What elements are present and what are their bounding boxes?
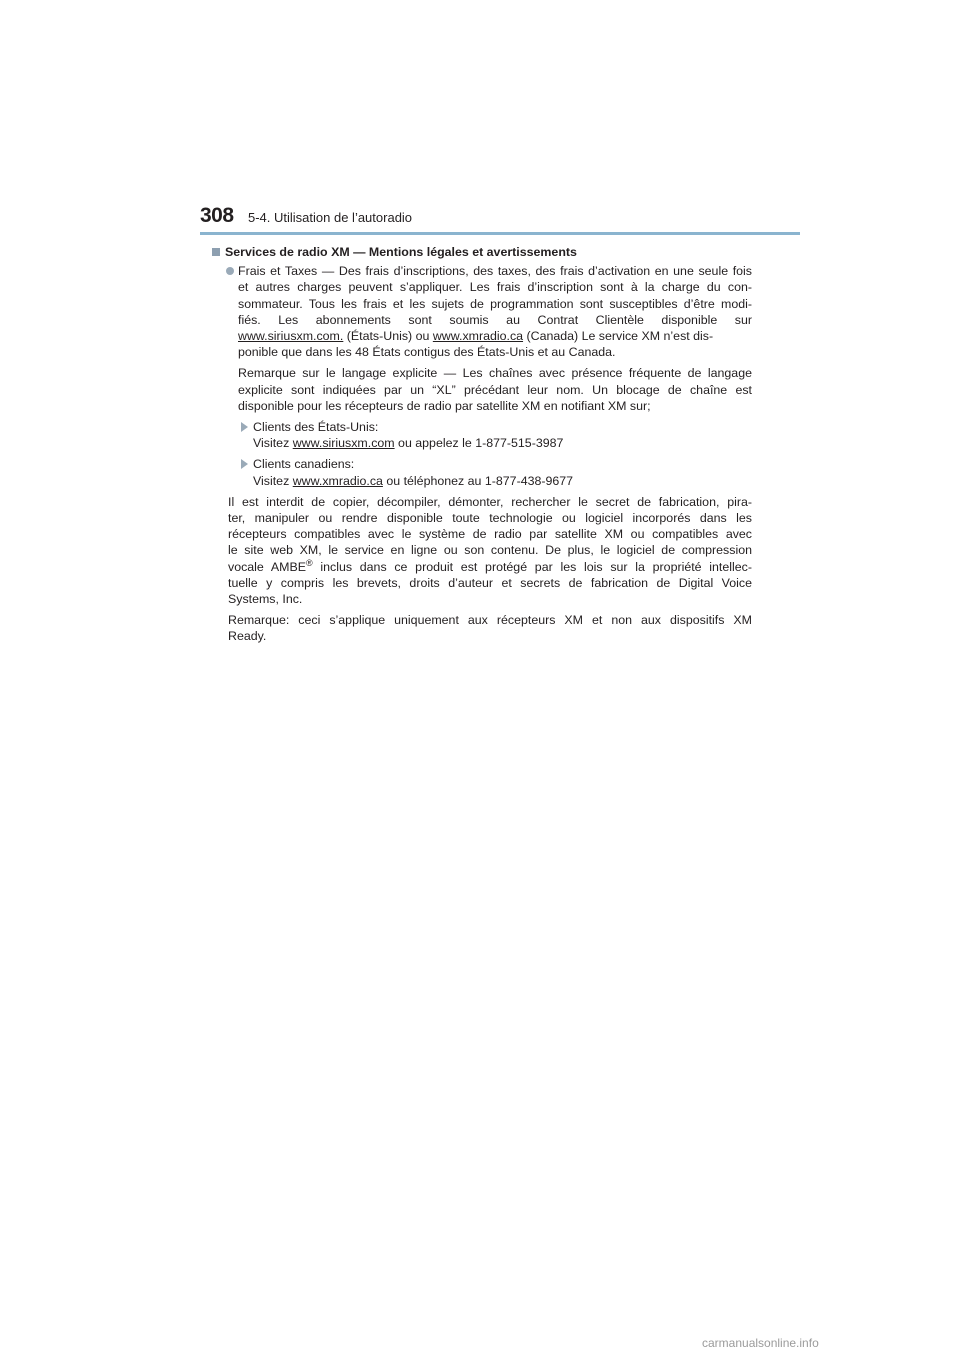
header-rule	[200, 232, 800, 235]
us-phone-text: ou appelez le 1-877-515-3987	[394, 436, 564, 451]
siriusxm-link[interactable]: www.siriusxm.com.	[238, 329, 344, 344]
fees-line: fiés. Les abonnements sont soumis au Contrat Clientèle disponible sur	[238, 312, 752, 327]
triangle-bullet-icon	[241, 422, 248, 432]
visit-text: Visitez	[253, 436, 293, 451]
fees-line: Frais et Taxes — Des frais d’inscriptions, des taxes, des frais d’activation en une seule fois	[238, 264, 752, 279]
legal-line: ter, manipuler ou rendre disponible toute technologie ou logiciel incorporés dans les	[228, 511, 752, 526]
fees-bullet	[226, 263, 752, 414]
legal-line-ambe	[228, 559, 752, 575]
final-remark	[228, 612, 752, 644]
legal-line: récepteurs compatibles avec le système de radio par satellite XM ou compatibles avec	[228, 527, 752, 542]
legal-line: Systems, Inc.	[228, 592, 303, 607]
fees-links-line	[238, 328, 752, 344]
ca-clients-visit	[253, 473, 752, 489]
watermark-text: carmanualsonline.info	[702, 1336, 819, 1350]
canada-text: (Canada) Le service XM n’est dis-	[523, 329, 714, 344]
us-clients-visit	[253, 435, 752, 451]
registered-mark: ®	[305, 557, 313, 568]
main-content	[212, 244, 752, 645]
final-line: Ready.	[228, 629, 267, 644]
siriusxm-com-link[interactable]: www.siriusxm.com	[292, 436, 395, 451]
usa-text: (États-Unis) ou	[343, 329, 433, 344]
final-line: Remarque: ceci s’applique uniquement aux récepteurs XM et non aux dispositifs XM	[228, 613, 752, 628]
explicit-remark	[238, 365, 752, 414]
legal-line: le site web XM, le service en ligne ou son contenu. De plus, le logiciel de compression	[228, 543, 752, 558]
heading-text: Services de radio XM — Mentions légales et avertissements	[225, 245, 577, 259]
ca-clients-item	[241, 456, 752, 488]
ca-phone-text: ou téléphonez au 1-877-438-9677	[382, 473, 574, 488]
page-number: 308	[200, 204, 234, 227]
fees-line: et autres charges peuvent s’appliquer. Les frais d’inscription sont à la charge du con-	[238, 280, 752, 295]
triangle-bullet-icon	[241, 459, 248, 469]
legal-line: tuelle y compris les brevets, droits d’auteur et secrets de fabrication de Digital Voice	[228, 575, 752, 590]
us-clients-title: Clients des États-Unis:	[253, 420, 379, 435]
remark-line: explicite sont indiquées par un “XL” précédant leur nom. Un blocage de chaîne est	[238, 382, 752, 397]
fees-line: sommateur. Tous les frais et les sujets de programmation sont susceptibles d’être modi-	[238, 296, 752, 311]
section-title: 5-4. Utilisation de l’autoradio	[248, 210, 413, 225]
square-bullet-icon	[212, 248, 220, 256]
legal-line: Il est interdit de copier, décompiler, démonter, rechercher le secret de fabrication, pira-	[228, 494, 752, 509]
us-clients-item	[241, 419, 752, 451]
xmradio-link[interactable]: www.xmradio.ca	[432, 329, 524, 344]
ambe-rest-text: inclus dans ce produit est protégé par les lois sur la propriété intellec-	[312, 559, 752, 574]
xmradio-ca-link[interactable]: www.xmradio.ca	[292, 473, 383, 488]
ca-clients-title: Clients canadiens:	[253, 457, 355, 472]
remark-line: Remarque sur le langage explicite — Les chaînes avec présence fréquente de langage	[238, 366, 752, 381]
legal-paragraph	[228, 494, 752, 607]
page-header	[200, 204, 800, 234]
fees-line: ponible que dans les 48 États contigus des États-Unis et au Canada.	[238, 345, 616, 360]
remark-line: disponible pour les récepteurs de radio par satellite XM en notifiant XM sur;	[238, 398, 651, 413]
ambe-text: vocale AMBE	[228, 559, 306, 574]
circle-bullet-icon	[226, 267, 234, 275]
section-heading	[212, 244, 752, 260]
visit-text: Visitez	[253, 473, 293, 488]
